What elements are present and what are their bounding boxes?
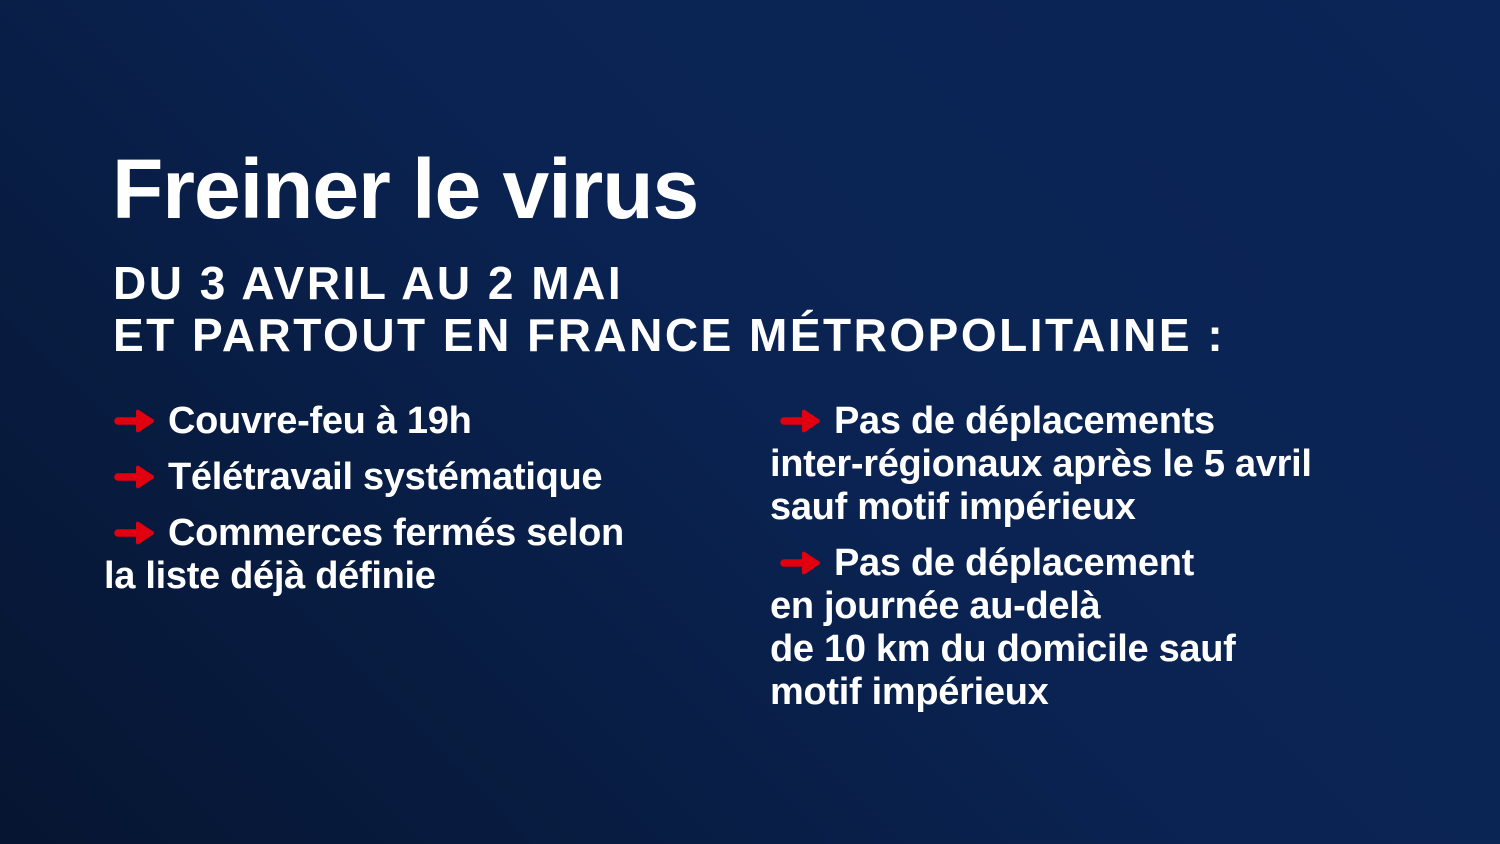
right-arrow-icon bbox=[778, 404, 824, 438]
subtitle-line-1: DU 3 AVRIL AU 2 MAI bbox=[113, 257, 624, 309]
bullet-line bbox=[104, 456, 624, 499]
right-arrow-icon bbox=[778, 546, 824, 580]
bullet-column-right bbox=[770, 400, 1312, 727]
bullet-item-teletravail bbox=[104, 456, 624, 499]
bullet-column-left bbox=[104, 400, 624, 611]
bullet-item-deplacement-10km bbox=[770, 542, 1312, 714]
bullet-text: Commerces fermés selon bbox=[168, 512, 624, 554]
bullet-line: inter-régionaux après le 5 avril bbox=[770, 443, 1312, 485]
bullet-item-couvre-feu bbox=[104, 400, 624, 443]
bullet-text: Pas de déplacement bbox=[834, 542, 1194, 584]
bullet-line: de 10 km du domicile sauf bbox=[770, 628, 1236, 670]
subtitle bbox=[113, 257, 1225, 361]
subtitle-line-2: ET PARTOUT EN FRANCE MÉTROPOLITAINE : bbox=[113, 309, 1226, 361]
bullet-text: Couvre-feu à 19h bbox=[168, 400, 472, 442]
bullet-line bbox=[104, 512, 624, 555]
bullet-item-commerces bbox=[104, 512, 624, 598]
bullet-line bbox=[770, 400, 1312, 443]
bullet-line bbox=[770, 542, 1312, 585]
right-arrow-icon bbox=[112, 516, 158, 550]
bullet-line bbox=[104, 400, 624, 443]
page-title: Freiner le virus bbox=[112, 142, 699, 236]
bullet-line: sauf motif impérieux bbox=[770, 486, 1136, 528]
bullet-text: Télétravail systématique bbox=[168, 456, 603, 498]
bullet-line: en journée au-delà bbox=[770, 585, 1101, 627]
bullet-line: motif impérieux bbox=[770, 671, 1049, 713]
bullet-line: la liste déjà définie bbox=[104, 555, 436, 597]
right-arrow-icon bbox=[112, 404, 158, 438]
right-arrow-icon bbox=[112, 460, 158, 494]
bullet-item-deplacements-interregionaux bbox=[770, 400, 1312, 529]
bullet-text: Pas de déplacements bbox=[834, 400, 1215, 442]
